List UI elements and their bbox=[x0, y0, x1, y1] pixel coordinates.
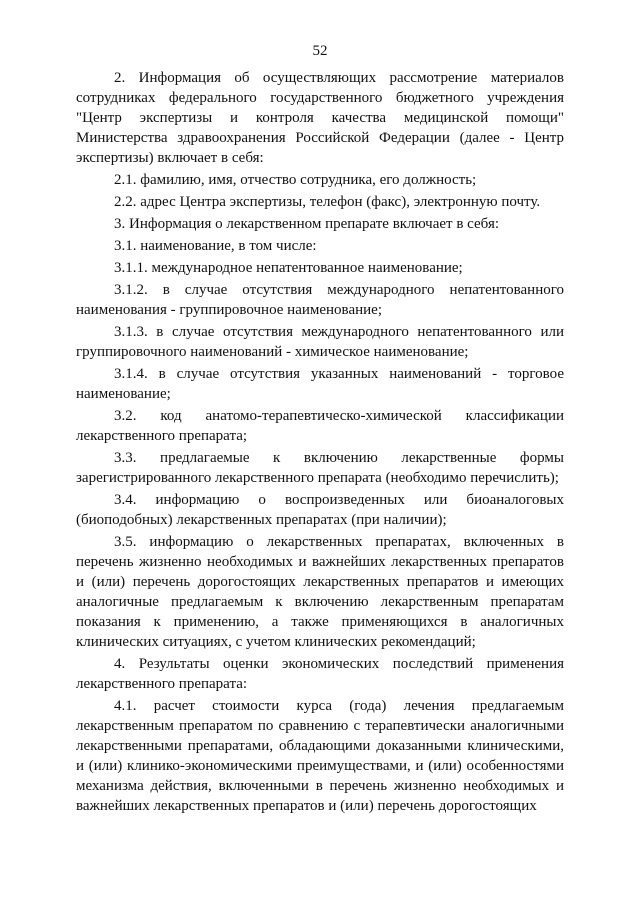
paragraph-3-1-2: 3.1.2. в случае отсутствия международного непатентованного наименования - группировочное наименование; bbox=[76, 282, 564, 318]
paragraph-4: 4. Результаты оценки экономических последствий применения лекарственного препарата: bbox=[76, 656, 564, 692]
paragraph-3-2: 3.2. код анатомо-терапевтическо-химической классификации лекарственного препарата; bbox=[76, 408, 564, 444]
paragraph-4-1: 4.1. расчет стоимости курса (года) лечения предлагаемым лекарственным препаратом по сравнению с терапевтически аналогичными лекарственными препаратами, обладающими доказанными клиническими, и (или) клинико-экономическими преимуществами, и (или) особенностями механизма действия, включенными в перечень жизненно необходимых и важнейших лекарственных препаратов и (или) перечень дорогостоящих bbox=[76, 698, 564, 814]
paragraph-3-1: 3.1. наименование, в том числе: bbox=[114, 238, 317, 254]
document-body bbox=[76, 68, 564, 818]
paragraph-3-4: 3.4. информацию о воспроизведенных или биоаналоговых (биоподобных) лекарственных препаратах (при наличии); bbox=[76, 492, 564, 528]
page-number: 52 bbox=[312, 43, 328, 59]
paragraph-3-1-4: 3.1.4. в случае отсутствия указанных наименований - торговое наименование; bbox=[76, 366, 564, 402]
paragraph-3: 3. Информация о лекарственном препарате включает в себя: bbox=[114, 216, 500, 232]
paragraph-3-5: 3.5. информацию о лекарственных препаратах, включенных в перечень жизненно необходимых и важнейших лекарственных препаратов и (или) перечень дорогостоящих лекарственных препаратов и имеющих аналогичные предлагаемым к включению лекарственным препаратам показания к применению, а также применяющихся в аналогичных клинических ситуациях, с учетом клинических рекомендаций; bbox=[76, 534, 564, 650]
paragraph-2: 2. Информация об осуществляющих рассмотрение материалов сотрудниках федерального государственного бюджетного учреждения "Центр экспертизы и контроля качества медицинской помощи" Министерства здравоохранения Российской Федерации (далее - Центр экспертизы) включает в себя: bbox=[76, 70, 564, 166]
paragraph-2-2: 2.2. адрес Центра экспертизы, телефон (факс), электронную почту. bbox=[114, 194, 541, 210]
paragraph-2-1: 2.1. фамилию, имя, отчество сотрудника, его должность; bbox=[114, 172, 477, 188]
paragraph-3-1-3: 3.1.3. в случае отсутствия международного непатентованного или группировочного наименований - химическое наименование; bbox=[76, 324, 564, 360]
paragraph-3-1-1: 3.1.1. международное непатентованное наименование; bbox=[114, 260, 463, 276]
paragraph-3-3: 3.3. предлагаемые к включению лекарственные формы зарегистрированного лекарственного препарата (необходимо перечислить); bbox=[76, 450, 564, 486]
